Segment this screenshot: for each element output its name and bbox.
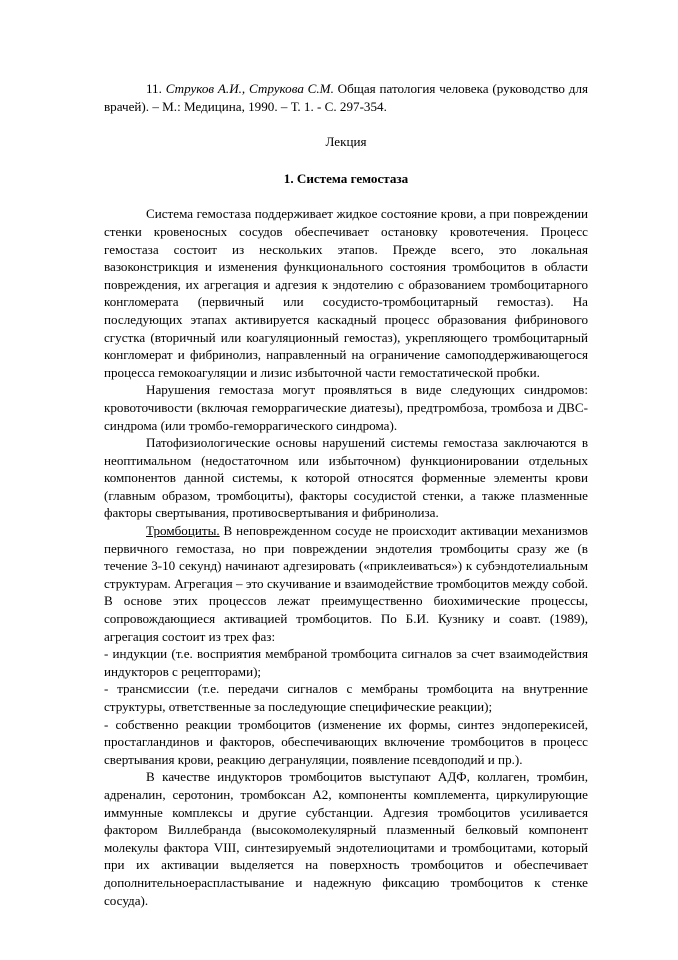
- paragraph-hemostasis-intro: Система гемостаза поддерживает жидкое состояние крови, а при повреждении стенки кровеносных сосудов обеспечивает остановку кровотечения. Процесс гемостаза состоит из нескольких этапов. Прежде всего, это локальная вазоконстрикция и изменения функционального состояния тромбоцитов в области повреждения, их агрегация и адгезия к эндотелию с образованием тромбоцитарного конгломерата (первичный или сосудисто-тромбоцитарный гемостаз). На последующих этапах активируется каскадный процесс образования фибринового сгустка (вторичный или коагуляционный гемостаз), укрепляющего тромбоцитарный конгломерат и фибринолиз, направленный на ограничение самоподдерживающегося процесса гемокоагуляции и лизис избыточной части гемостатической пробки.: [104, 206, 588, 380]
- section-title: 1. Система гемостаза: [283, 170, 409, 186]
- bibliography-reference: [104, 80, 588, 115]
- reference-number: 11.: [146, 81, 162, 96]
- reference-details: Общая патология человека (руководство для врачей). – М.: Медицина, 1990. – Т. 1. - С. 297-354.: [104, 81, 588, 114]
- list-item-induction: - индукции (т.е. восприятия мембраной тромбоцита сигналов за счет взаимодействия индукторов с рецепторами);: [104, 646, 588, 679]
- platelets-term: Тромбоциты.: [146, 523, 220, 539]
- list-item-transmission: - трансмиссии (т.е. передачи сигналов с мембраны тромбоцита на внутренние структуры, ответственные за последующие специфические реакции);: [104, 681, 588, 714]
- paragraph-inductors: В качестве индукторов тромбоцитов выступают АДФ, коллаген, тромбин, адреналин, серотонин, тромбоксан А2, компоненты комплемента, циркулирующие иммунные комплексы и другие субстанции. Адгезия тромбоцитов усиливается фактором Виллебранда (высокомолекулярный плазменный белковый компонент молекулы фактора VIII, синтезируемый эндотелиоцитами и тромбоцитами, который при их активации выделяется на поверхность тромбоцитов и обеспечивает дополнительноераспластывание и надежную фиксацию тромбоцитов к стенке сосуда).: [104, 769, 588, 908]
- paragraph-pathophysiology: Патофизиологические основы нарушений системы гемостаза заключаются в неоптимальном (недостаточном или избыточном) функционировании отдельных компонентов данной системы, к которой относятся форменные элементы крови (главным образом, тромбоциты), факторы сосудистой стенки, а также плазменные факторы свертывания, противосвертывания и фибринолиза.: [104, 435, 588, 521]
- reference-authors: Струков А.И., Струкова С.М.: [165, 81, 334, 96]
- list-item-reaction: - собственно реакции тромбоцитов (изменение их формы, синтез эндоперекисей, простагландинов и факторов, обеспечивающих включение тромбоцитов в процесс свертывания крови, реакцию дегрануляции, появление псевдоподий и пр.).: [104, 716, 588, 767]
- paragraph-hemostasis-syndromes: Нарушения гемостаза могут проявляться в виде следующих синдромов: кровоточивости (включая геморрагические диатезы), предтромбоза, тромбоза и ДВС-синдрома (или тромбо-геморрагического синдрома).: [104, 382, 588, 433]
- platelets-text: В неповрежденном сосуде не происходит активации механизмов первичного гемостаза, но при повреждении эндотелия тромбоциты сразу же (в течение 3-10 секунд) начинают адгезировать («приклеиваться») к субэндотелиальным структурам. Агрегация – это скучивание и взаимодействие тромбоцитов между собой. В основе этих процессов лежат преимущественно биохимические процессы, сопровождающиеся активацией тромбоцитов. По Б.И. Кузнику и соавт. (1989), агрегация состоит из трех фаз:: [104, 523, 588, 644]
- lecture-label: Лекция: [325, 134, 367, 150]
- paragraph-platelets: [104, 522, 588, 645]
